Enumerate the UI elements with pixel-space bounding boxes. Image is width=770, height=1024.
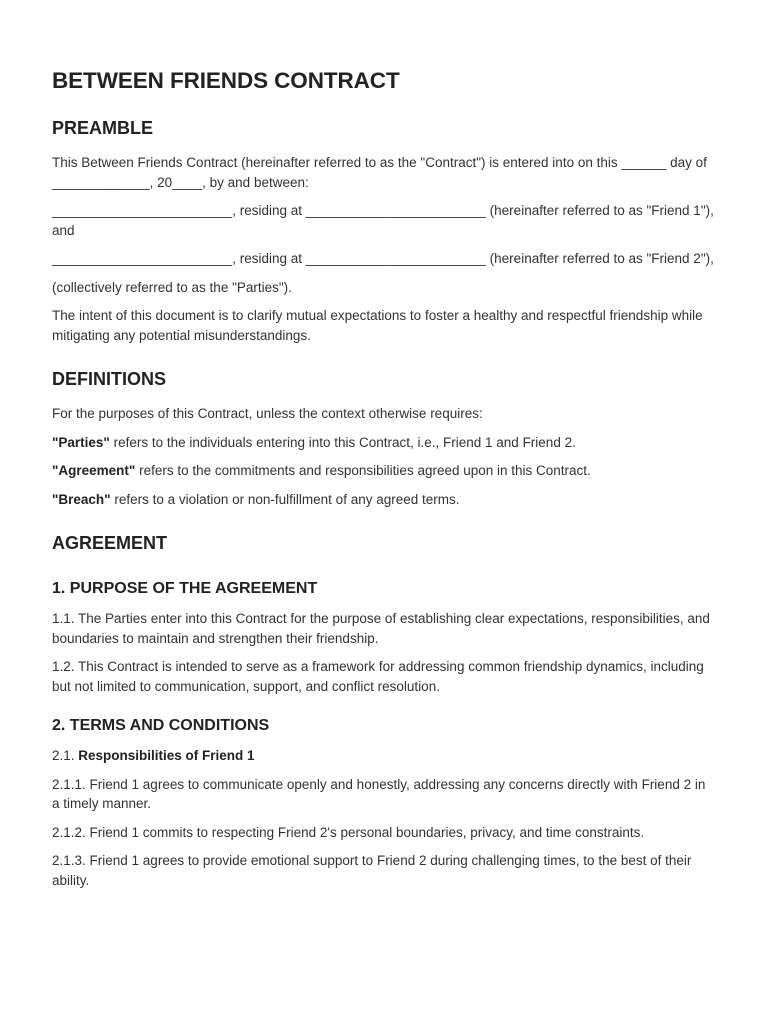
document-page [52, 68, 716, 890]
clause-1-2: 1.2. This Contract is intended to serve as a framework for addressing common friendship dynamics, including but not limited to communication, support, and conflict resolution. [52, 659, 704, 694]
definition-text: refers to the individuals entering into this Contract, i.e., Friend 1 and Friend 2. [109, 434, 576, 450]
definition-item [52, 490, 716, 510]
agreement-heading: AGREEMENT [52, 533, 168, 553]
definition-item [52, 433, 716, 453]
preamble-collectively: (collectively referred to as the "Parties"). [52, 279, 292, 295]
clause-1-1: 1.1. The Parties enter into this Contract for the purpose of establishing clear expectations, responsibilities, and boundaries to maintain and strengthen their friendship. [52, 611, 710, 646]
definitions-heading: DEFINITIONS [52, 369, 167, 389]
definition-text: refers to the commitments and responsibilities agreed upon in this Contract. [135, 463, 591, 478]
definitions-intro: For the purposes of this Contract, unless the context otherwise requires: [52, 406, 483, 421]
clause-2-1-2: 2.1.2. Friend 1 commits to respecting Friend 2's personal boundaries, privacy, and time constraints. [52, 824, 645, 840]
definition-text: refers to a violation or non-fulfillment of any agreed terms. [110, 491, 460, 507]
preamble-heading: PREAMBLE [52, 118, 154, 138]
section-1-heading: 1. PURPOSE OF THE AGREEMENT [52, 580, 318, 597]
definition-item [52, 461, 716, 481]
definition-term: "Breach" [52, 491, 111, 507]
section-2-heading: 2. TERMS AND CONDITIONS [52, 717, 270, 734]
clause-2-1-title [52, 746, 716, 766]
clause-2-1-number: 2.1. [52, 748, 79, 763]
definition-term: "Agreement" [52, 463, 136, 478]
preamble-intro: This Between Friends Contract (hereinafter referred to as the "Contract") is entered into on this ______ day of _____________, 20____, by and between: [52, 155, 707, 190]
clause-2-1-1: 2.1.1. Friend 1 agrees to communicate openly and honestly, addressing any concerns directly with Friend 2 in a timely manner. [52, 776, 706, 811]
definition-term: "Parties" [52, 434, 110, 450]
preamble-friend2: ________________________, residing at ________________________ (hereinafter referred to as "Friend 2"), [52, 251, 714, 266]
document-title: BETWEEN FRIENDS CONTRACT [52, 68, 400, 93]
preamble-friend1: ________________________, residing at ________________________ (hereinafter referred to as "Friend 1"), and [52, 203, 714, 238]
clause-2-1-3: 2.1.3. Friend 1 agrees to provide emotional support to Friend 2 during challenging times, to the best of their ability. [52, 853, 692, 888]
preamble-intent: The intent of this document is to clarify mutual expectations to foster a healthy and respectful friendship while mitigating any potential misunderstandings. [52, 308, 703, 343]
clause-2-1-heading: Responsibilities of Friend 1 [78, 748, 255, 763]
